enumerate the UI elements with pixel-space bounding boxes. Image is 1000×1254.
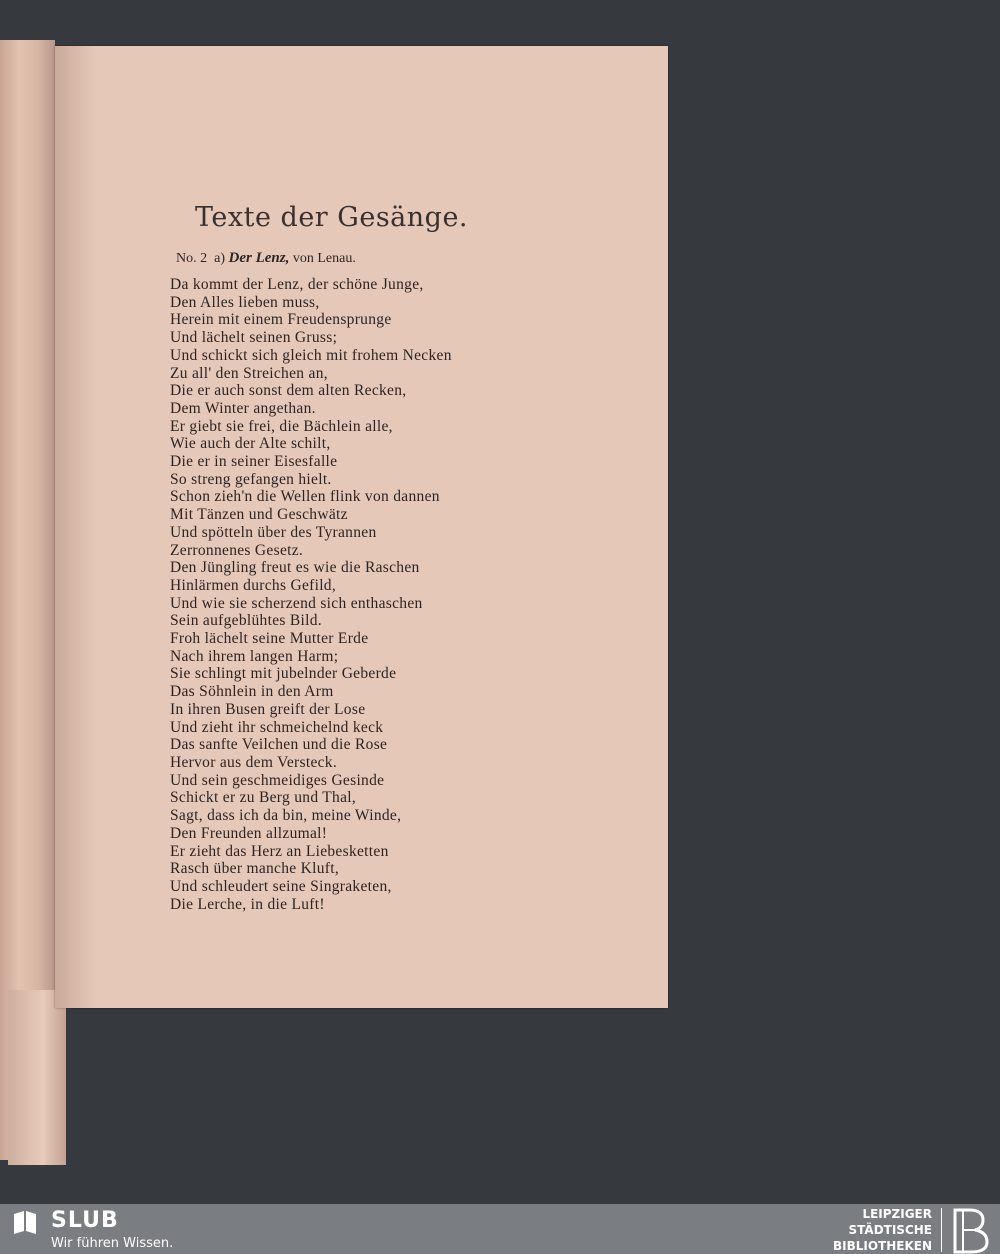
poem-line: Das Söhnlein in den Arm	[170, 683, 334, 701]
poem-line: Wie auch der Alte schilt,	[170, 435, 331, 453]
poem-author: von Lenau.	[292, 251, 356, 266]
poem-line: Den Freunden allzumal!	[170, 824, 328, 842]
poem-line: Er zieht das Herz an Liebesketten	[170, 842, 389, 860]
poem-line: Und schleudert seine Singraketen,	[170, 877, 392, 895]
poem-line: Mit Tänzen und Geschwätz	[170, 506, 348, 524]
lsb-line-1: LEIPZIGER	[862, 1207, 932, 1221]
footer-divider	[941, 1208, 942, 1252]
poem-line: Dem Winter angethan.	[170, 399, 316, 417]
poem-line: Und schickt sich gleich mit frohem Necken	[170, 346, 452, 364]
poem-line: Sein aufgeblühtes Bild.	[170, 612, 322, 630]
page-gutter-shadow	[55, 46, 95, 1008]
poem-line: Und zieht ihr schmeichelnd keck	[170, 718, 384, 736]
poem-line: Zerronnenes Gesetz.	[170, 541, 304, 559]
poem-line: Schon zieh'n die Wellen flink von dannen	[170, 488, 440, 506]
lsb-line-3: BIBLIOTHEKEN	[832, 1239, 932, 1253]
slub-book-icon	[12, 1208, 38, 1234]
poem-line: Das sanfte Veilchen und die Rose	[170, 736, 388, 754]
book-spine-edge	[8, 990, 66, 1165]
poem-line: Die er in seiner Eisesfalle	[170, 453, 338, 471]
poem-text	[170, 276, 640, 913]
poem-line: Und lächelt seinen Gruss;	[170, 329, 338, 347]
piece-part: a)	[214, 251, 226, 266]
poem-line: Schickt er zu Berg und Thal,	[170, 789, 357, 807]
poem-line: Den Jüngling freut es wie die Raschen	[170, 559, 420, 577]
poem-heading	[176, 250, 356, 267]
poem-line: Und spötteln über des Tyrannen	[170, 523, 377, 541]
poem-line: Und wie sie scherzend sich enthaschen	[170, 594, 423, 612]
poem-line: Die Lerche, in die Luft!	[170, 895, 325, 913]
poem-line: Rasch über manche Kluft,	[170, 860, 340, 878]
slub-tagline: Wir führen Wissen.	[51, 1236, 174, 1251]
poem-line: Froh lächelt seine Mutter Erde	[170, 630, 369, 648]
page-title: Texte der Gesänge.	[195, 202, 469, 233]
poem-line: Da kommt der Lenz, der schöne Junge,	[170, 276, 424, 293]
poem-line: Hinlärmen durchs Gefild,	[170, 576, 337, 594]
slub-logo-text: SLUB	[51, 1208, 119, 1233]
lsb-b-logo-icon	[949, 1206, 993, 1254]
lsb-name	[833, 1206, 932, 1254]
poem-line: In ihren Busen greift der Lose	[170, 700, 366, 718]
poem-line: Hervor aus dem Versteck.	[170, 753, 338, 771]
poem-line: So streng gefangen hielt.	[170, 470, 332, 488]
lsb-line-2: STÄDTISCHE	[848, 1223, 932, 1237]
poem-line: Die er auch sonst dem alten Recken,	[170, 382, 407, 400]
poem-line: Und sein geschmeidiges Gesinde	[170, 771, 385, 789]
poem-line: Nach ihrem langen Harm;	[170, 647, 339, 665]
poem-line: Herein mit einem Freudensprunge	[170, 311, 392, 329]
piece-number: No. 2	[176, 251, 208, 266]
poem-title: Der Lenz,	[228, 250, 290, 266]
poem-line: Sagt, dass ich da bin, meine Winde,	[170, 807, 402, 825]
poem-line: Er giebt sie frei, die Bächlein alle,	[170, 417, 393, 435]
document-page	[55, 46, 668, 1008]
poem-line: Sie schlingt mit jubelnder Geberde	[170, 665, 397, 683]
poem-line: Zu all' den Streichen an,	[170, 364, 328, 382]
poem-line: Den Alles lieben muss,	[170, 293, 320, 311]
